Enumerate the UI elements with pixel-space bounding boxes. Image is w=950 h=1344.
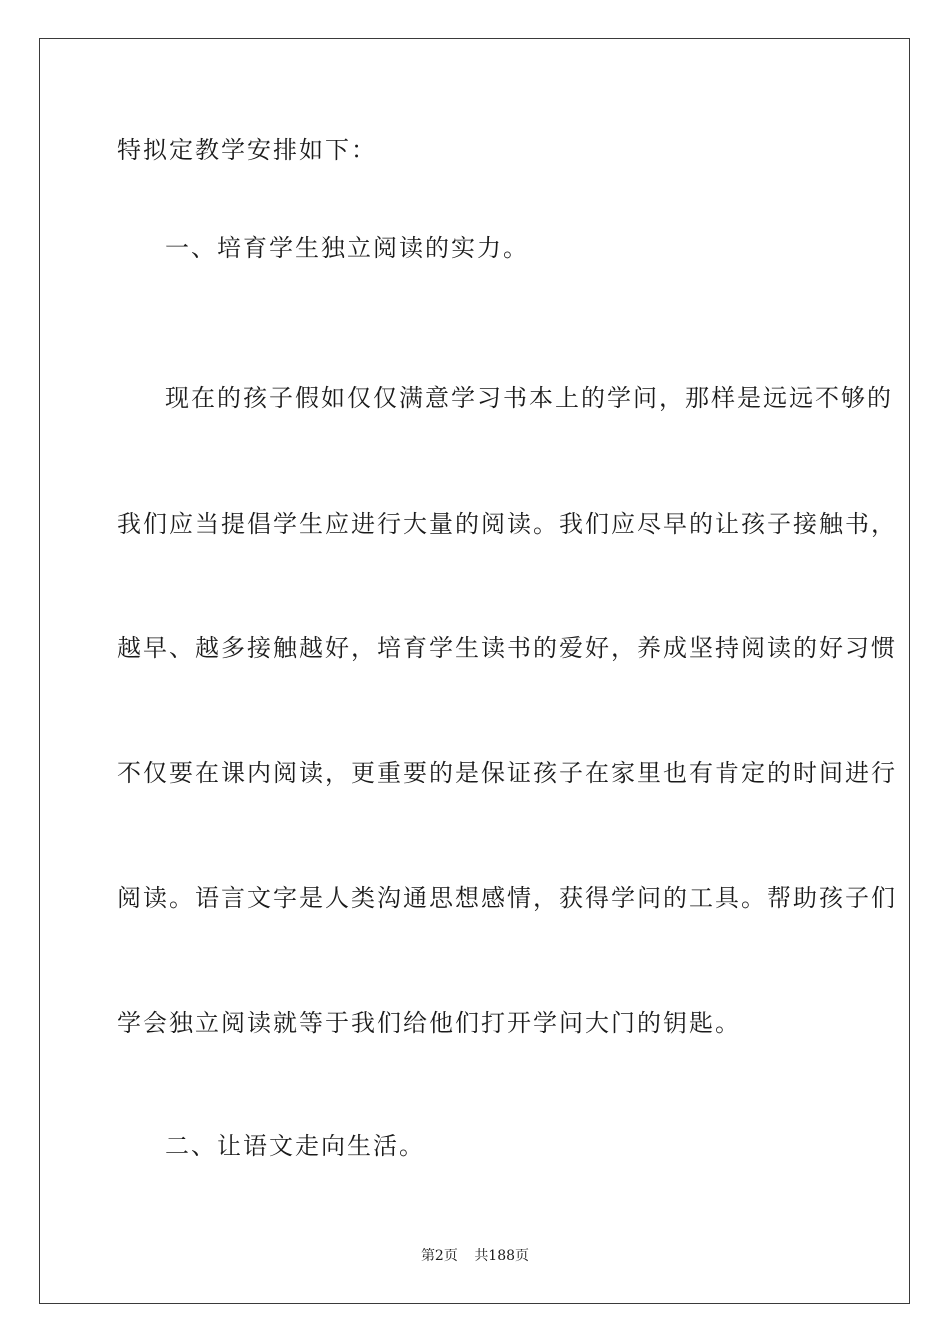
- paragraph-line-5: 阅读。语言文字是人类沟通思想感情，获得学问的工具。帮助孩子们: [117, 884, 897, 912]
- paragraph-line-6: 学会独立阅读就等于我们给他们打开学问大门的钥匙。: [117, 1009, 741, 1037]
- section-heading-1: 一、培育学生独立阅读的实力。: [165, 234, 529, 262]
- page-border: [39, 38, 910, 1304]
- paragraph-line-2: 我们应当提倡学生应进行大量的阅读。我们应尽早的让孩子接触书，: [117, 510, 897, 538]
- paragraph-line-4: 不仅要在课内阅读，更重要的是保证孩子在家里也有肯定的时间进行: [117, 759, 897, 787]
- paragraph-line-1: 现在的孩子假如仅仅满意学习书本上的学问，那样是远远不够的: [165, 384, 893, 412]
- text-line-intro: 特拟定教学安排如下：: [117, 136, 377, 164]
- paragraph-line-3: 越早、越多接触越好，培育学生读书的爱好，养成坚持阅读的好习惯: [117, 634, 897, 662]
- page-total: 共188页: [474, 1248, 530, 1264]
- page-number: 第2页: [420, 1248, 458, 1264]
- page-footer: [0, 1247, 950, 1265]
- section-heading-2: 二、让语文走向生活。: [165, 1132, 425, 1160]
